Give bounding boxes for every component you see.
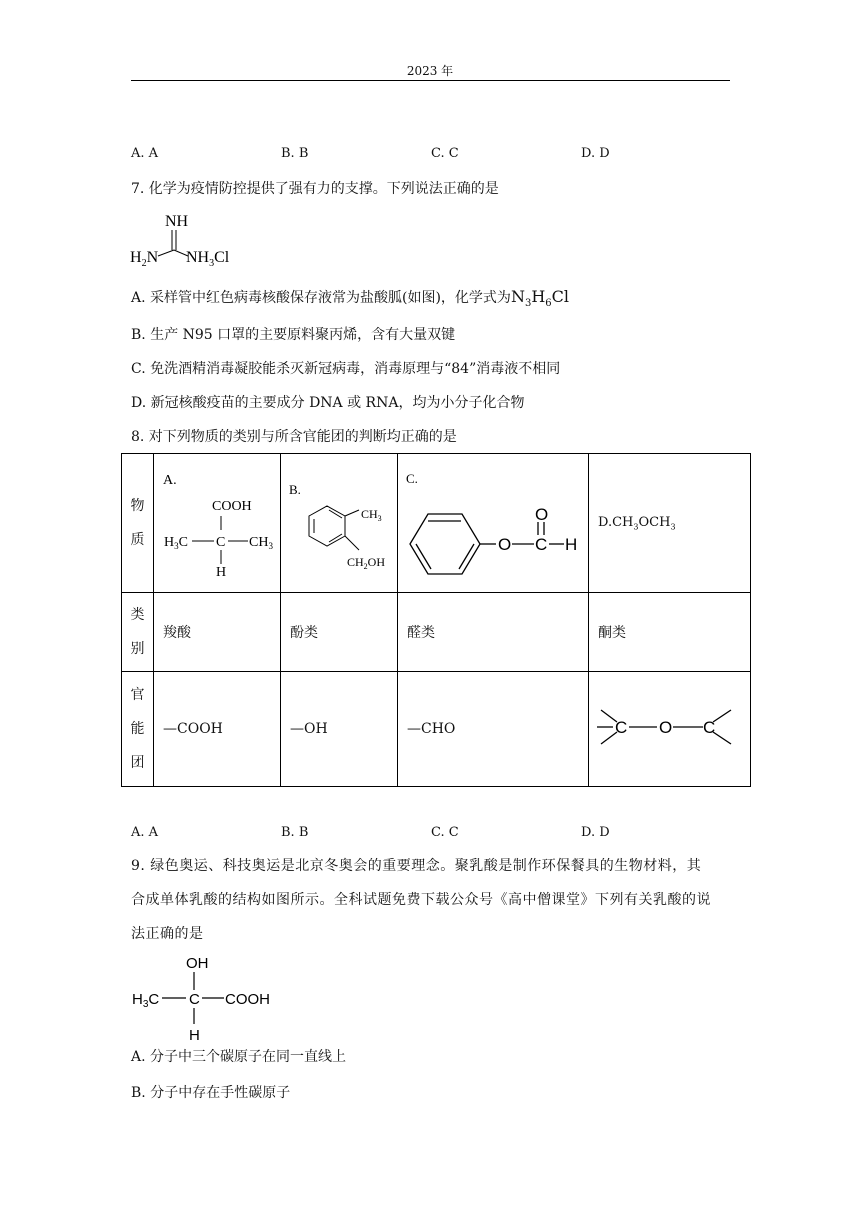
bond (713, 710, 731, 722)
structure-text: $H_3C$ (164, 535, 188, 551)
ether-bond-structure (589, 672, 749, 782)
page-header-year: 2023 年 (406, 64, 454, 78)
table-row (122, 593, 751, 672)
category-b: 酚类 (281, 593, 398, 672)
q7-option-d: D. 新冠核酸疫苗的主要成分 DNA 或 RNA，均为小分子化合物 (131, 395, 525, 411)
benzene-ring (410, 514, 480, 574)
q9-option-b: B. 分子中存在手性碳原子 (131, 1085, 291, 1101)
structure-text: $H_2N$ (130, 249, 159, 269)
bond (158, 250, 174, 256)
group-d (589, 672, 751, 787)
structure-text: $NH_3Cl$ (186, 249, 230, 269)
lactic-acid-structure (128, 950, 288, 1046)
structure-text: C. (406, 471, 418, 486)
group-a: —COOH (154, 672, 281, 787)
isobutyric-acid-structure (154, 454, 280, 588)
structure-text: O (498, 535, 512, 554)
row-header: 官 能 团 (122, 672, 154, 787)
substance-b-cell (281, 454, 398, 593)
row-header: 物 质 (122, 454, 154, 593)
structure-text: H (565, 535, 578, 554)
bond (345, 510, 359, 516)
structure-text: $H_3C$ (132, 991, 160, 1010)
category-c: 醛类 (398, 593, 589, 672)
q7-option-a: A. 采样管中红色病毒核酸保存液常为盐酸胍(如图)，化学式为$N_3H_6Cl$ (131, 287, 569, 310)
group-b: —OH (281, 672, 398, 787)
bond (713, 732, 731, 744)
structure-text: COOH (212, 499, 252, 514)
structure-text: B. (289, 482, 301, 497)
group-c: —CHO (398, 672, 589, 787)
q6-option-c: C. C (431, 146, 459, 161)
structure-text: C (703, 718, 716, 737)
table-row (122, 454, 751, 593)
structure-text: H (216, 565, 227, 580)
category-d: 酮类 (589, 593, 751, 672)
structure-text: C (216, 535, 226, 550)
structure-text: $D.CH_3OCH_3$ (598, 515, 676, 532)
structure-text: H (189, 1027, 200, 1044)
q8-option-c: C. C (431, 825, 459, 840)
structure-text: OH (186, 955, 209, 972)
q8-table (121, 453, 751, 787)
structure-text: $CH_2OH$ (347, 555, 386, 571)
row-header: 类 别 (122, 593, 154, 672)
q8-options (131, 825, 731, 840)
structure-text: O (659, 718, 673, 737)
q7-option-b: B. 生产 N95 口罩的主要原料聚丙烯，含有大量双键 (131, 327, 456, 343)
structure-text: $CH_3$ (249, 535, 273, 551)
guanidine-hydrochloride-structure (128, 206, 248, 270)
structure-text: C (615, 718, 628, 737)
formula: $N_3H_6Cl$ (510, 287, 569, 310)
table-row (122, 672, 751, 787)
substance-c-cell (398, 454, 589, 593)
q8-stem: 8. 对下列物质的类别与所含官能团的判断均正确的是 (131, 429, 457, 445)
substance-d-cell (589, 454, 751, 593)
structure-text: NH (165, 213, 189, 230)
substance-a-cell (154, 454, 281, 593)
category-a: 羧酸 (154, 593, 281, 672)
q9-option-a: A. 分子中三个碳原子在同一直线上 (131, 1049, 347, 1065)
structure-text: COOH (225, 991, 270, 1008)
structure-text: C (535, 535, 548, 554)
q8-option-d: D. D (581, 825, 610, 840)
q7-stem: 7. 化学为疫情防控提供了强有力的支撑。下列说法正确的是 (131, 181, 499, 197)
structure-text: O (535, 505, 549, 524)
q8-option-a: A. A (131, 825, 159, 840)
q7-option-c: C. 免洗酒精消毒凝胶能杀灭新冠病毒，消毒原理与“84”消毒液不相同 (131, 361, 561, 377)
bond (345, 536, 359, 550)
phenyl-formate-structure (398, 454, 588, 588)
q6-option-a: A. A (131, 146, 159, 161)
structure-text: C (189, 991, 200, 1008)
q6-options (131, 146, 731, 161)
q8-option-b: B. B (281, 825, 309, 840)
structure-text: A. (163, 473, 177, 488)
structure-text: $CH_3$ (361, 507, 382, 523)
q6-option-b: B. B (281, 146, 309, 161)
q9-stem: 9. 绿色奥运、科技奥运是北京冬奥会的重要理念。聚乳酸是制作环保餐具的生物材料，其 合成单体乳酸的结构如图所示。全科试题免费下载公众号《高中僧课堂》下列有关乳酸的说 法正确的是 (131, 858, 711, 942)
q6-option-d: D. D (581, 146, 610, 161)
header-rule (131, 80, 730, 81)
methylbenzyl-alcohol-structure (281, 454, 397, 588)
